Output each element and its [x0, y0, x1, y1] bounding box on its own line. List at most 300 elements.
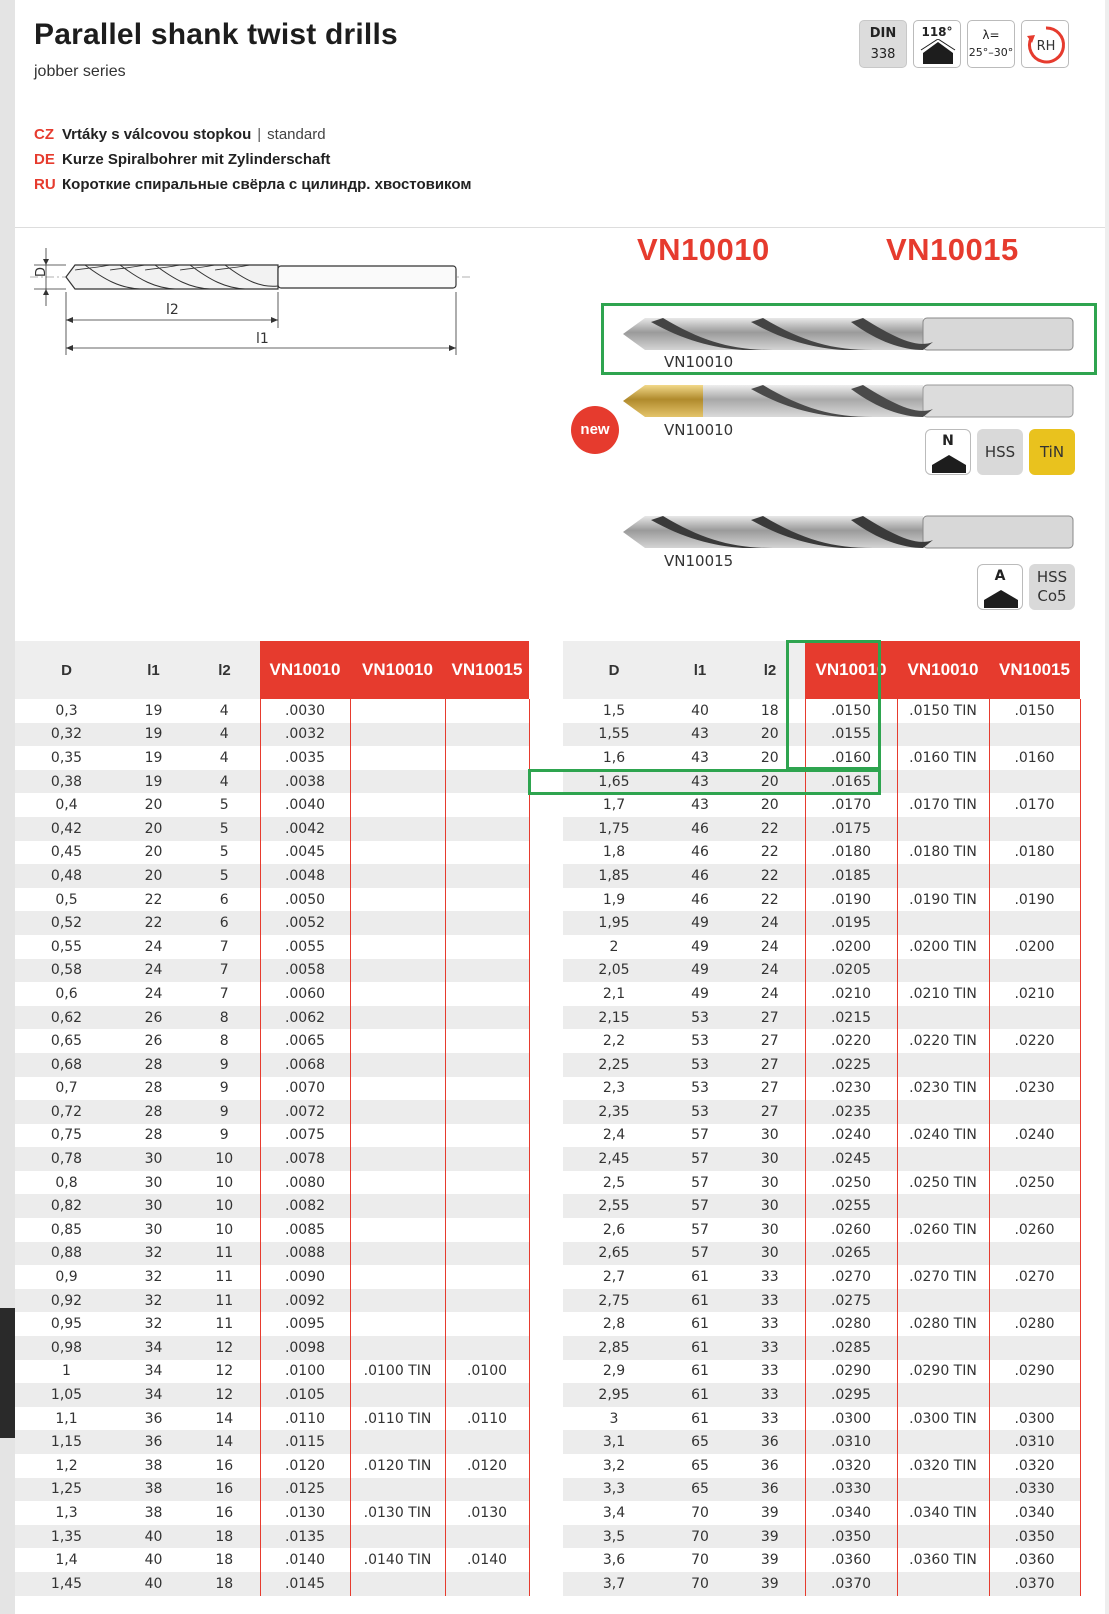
- table-cell: 1,1: [55, 1410, 78, 1427]
- table-cell: .0290: [805, 1360, 897, 1384]
- lang-text: Короткие спиральные свёрла с цилиндр. хвостовиком: [62, 176, 472, 193]
- table-cell: .0350: [805, 1525, 897, 1549]
- highlight-box: [528, 769, 881, 795]
- table-cell: 2,9: [602, 1363, 626, 1380]
- table-cell: 40: [691, 702, 709, 719]
- table-row: [563, 1360, 1080, 1384]
- table-cell: 49: [691, 985, 709, 1002]
- table-cell: 53: [691, 1033, 709, 1050]
- table-row: [563, 1006, 1080, 1030]
- table-cell: 3,4: [602, 1504, 626, 1521]
- table-cell: 33: [760, 1363, 779, 1380]
- table-row: [15, 1053, 529, 1077]
- table-cell: 19: [118, 723, 189, 747]
- table-cell: 39: [735, 1525, 805, 1549]
- table-cell: [445, 770, 529, 794]
- table-cell: 22: [735, 817, 805, 841]
- table-cell: 7: [189, 959, 260, 983]
- table-cell: .0285: [805, 1336, 897, 1360]
- table-cell: 20: [118, 864, 189, 888]
- table-cell: .0090: [260, 1265, 350, 1289]
- table-cell: .0062: [260, 1006, 350, 1030]
- table-cell: 57: [691, 1221, 709, 1238]
- table-cell: 33: [735, 1383, 805, 1407]
- table-cell: 3,2: [602, 1457, 626, 1474]
- table-row: [563, 1525, 1080, 1549]
- table-cell: 40: [118, 1572, 189, 1596]
- table-row: [15, 1312, 529, 1336]
- table-cell: 34: [118, 1336, 189, 1360]
- table-cell: 43: [691, 749, 709, 766]
- table-row: [563, 864, 1080, 888]
- table-cell: .0360: [805, 1548, 897, 1572]
- table-cell: 14: [189, 1430, 260, 1454]
- table-cell: 7: [219, 985, 229, 1002]
- material-line: Co5: [1037, 587, 1067, 605]
- table-cell: 24: [144, 985, 163, 1002]
- new-badge: new: [571, 406, 619, 454]
- table-cell: .0170 TIN: [897, 793, 989, 817]
- table-row: [15, 888, 529, 912]
- table-cell: 0,42: [15, 817, 118, 841]
- col-header-d: D: [563, 641, 665, 699]
- table-row: [563, 982, 1080, 1006]
- table-cell: .0240: [805, 1124, 897, 1148]
- table-cell: 1,8: [602, 844, 626, 861]
- table-cell: 30: [118, 1194, 189, 1218]
- table-cell: 1,95: [563, 911, 665, 935]
- table-cell: 0,5: [55, 891, 78, 908]
- table-cell: 33: [760, 1410, 779, 1427]
- col-header-d: D: [15, 641, 118, 699]
- table-row: [15, 1006, 529, 1030]
- table-cell: .0065: [260, 1029, 350, 1053]
- table-cell: .0055: [260, 935, 350, 959]
- table-cell: 46: [665, 864, 735, 888]
- table-cell: .0270: [989, 1265, 1080, 1289]
- table-cell: 1,5: [602, 702, 626, 719]
- table-cell: [989, 1194, 1080, 1218]
- table-body: [563, 699, 1080, 1596]
- table-row: [15, 1383, 529, 1407]
- table-row: [563, 1572, 1080, 1596]
- col-header-vn10015: VN10015: [445, 641, 529, 699]
- table-cell: .0275: [805, 1289, 897, 1313]
- table-cell: .0085: [260, 1218, 350, 1242]
- table-row: [15, 1147, 529, 1171]
- table-cell: [445, 817, 529, 841]
- table-cell: 11: [215, 1316, 234, 1333]
- table-row: [563, 841, 1080, 865]
- table-cell: 24: [760, 985, 779, 1002]
- table-cell: .0280: [805, 1312, 897, 1336]
- table-cell: 0,68: [15, 1053, 118, 1077]
- table-cell: 6: [219, 891, 229, 908]
- table-cell: 0,52: [15, 911, 118, 935]
- table-cell: [445, 1053, 529, 1077]
- table-cell: [989, 1242, 1080, 1266]
- table-row: [15, 935, 529, 959]
- lang-code: DE: [34, 151, 55, 168]
- table-cell: 30: [735, 1194, 805, 1218]
- table-row: [563, 1501, 1080, 1525]
- table-cell: 2,35: [563, 1100, 665, 1124]
- table-cell: [897, 770, 989, 794]
- table-cell: 1,9: [602, 891, 626, 908]
- table-row: [15, 1501, 529, 1525]
- table-row: [15, 1242, 529, 1266]
- table-cell: [989, 770, 1080, 794]
- table-cell: 0,35: [50, 749, 83, 766]
- rotation-badge: [1021, 20, 1069, 68]
- rotation-label: RH: [1036, 39, 1056, 54]
- table-cell: 61: [691, 1410, 709, 1427]
- table-cell: 65: [665, 1430, 735, 1454]
- drill-point-icon: [982, 588, 1020, 608]
- table-cell: [350, 1053, 445, 1077]
- drill-label: VN10015: [664, 552, 734, 570]
- table-cell: 0,75: [50, 1127, 83, 1144]
- table-cell: 2,1: [602, 985, 626, 1002]
- table-row: [563, 1171, 1080, 1195]
- table-row: [15, 1572, 529, 1596]
- table-cell: .0200: [989, 935, 1080, 959]
- table-cell: .0230: [989, 1077, 1080, 1101]
- table-cell: .0215: [805, 1006, 897, 1030]
- material-group-n: [925, 429, 971, 475]
- table-cell: 30: [760, 1174, 779, 1191]
- table-cell: .0170: [805, 793, 897, 817]
- table-row: [15, 959, 529, 983]
- table-row: [15, 1077, 529, 1101]
- table-cell: 1,4: [55, 1552, 78, 1569]
- table-cell: .0230 TIN: [897, 1077, 989, 1101]
- table-cell: 1,2: [55, 1457, 78, 1474]
- flute-length-label: l2: [166, 302, 179, 318]
- table-cell: 33: [735, 1336, 805, 1360]
- table-cell: .0310: [805, 1430, 897, 1454]
- table-cell: 38: [144, 1504, 163, 1521]
- table-cell: 0,7: [55, 1080, 78, 1097]
- table-cell: 40: [118, 1525, 189, 1549]
- table-cell: [989, 723, 1080, 747]
- table-cell: [350, 723, 445, 747]
- table-cell: 19: [118, 770, 189, 794]
- table-cell: [897, 1525, 989, 1549]
- table-cell: 12: [189, 1383, 260, 1407]
- table-cell: [445, 841, 529, 865]
- table-cell: 57: [665, 1147, 735, 1171]
- table-cell: .0075: [260, 1124, 350, 1148]
- product-code-heading: VN10010: [637, 232, 770, 267]
- table-row: [563, 935, 1080, 959]
- table-cell: 3,6: [602, 1552, 626, 1569]
- table-cell: 20: [760, 797, 779, 814]
- table-cell: .0340: [989, 1501, 1080, 1525]
- table-cell: [445, 746, 529, 770]
- table-row: [563, 1383, 1080, 1407]
- table-cell: 30: [118, 1147, 189, 1171]
- drill-image-hssco: [623, 510, 1078, 554]
- table-cell: .0078: [260, 1147, 350, 1171]
- table-cell: .0068: [260, 1053, 350, 1077]
- table-row: [15, 1336, 529, 1360]
- table-cell: .0210 TIN: [897, 982, 989, 1006]
- table-cell: .0190: [989, 888, 1080, 912]
- table-cell: [350, 864, 445, 888]
- spec-table-left: [15, 641, 530, 1596]
- table-cell: 39: [760, 1504, 779, 1521]
- table-cell: 36: [735, 1430, 805, 1454]
- table-cell: 36: [144, 1410, 163, 1427]
- table-cell: 49: [665, 959, 735, 983]
- table-cell: .0150: [805, 699, 897, 723]
- table-cell: 32: [118, 1289, 189, 1313]
- table-cell: 46: [691, 891, 709, 908]
- table-cell: .0120 TIN: [350, 1454, 445, 1478]
- table-row: [563, 1336, 1080, 1360]
- table-cell: 33: [760, 1269, 779, 1286]
- table-cell: [350, 1312, 445, 1336]
- table-cell: .0110: [260, 1407, 350, 1431]
- table-cell: 61: [665, 1383, 735, 1407]
- table-cell: 28: [118, 1053, 189, 1077]
- table-cell: .0098: [260, 1336, 350, 1360]
- table-row: [563, 959, 1080, 983]
- table-cell: .0035: [260, 746, 350, 770]
- right-hand-rotation-icon: [1025, 24, 1067, 66]
- table-cell: [897, 1430, 989, 1454]
- table-cell: .0300 TIN: [897, 1407, 989, 1431]
- table-cell: .0295: [805, 1383, 897, 1407]
- table-cell: 5: [189, 817, 260, 841]
- material-line: HSS: [1036, 568, 1068, 586]
- table-cell: [350, 1478, 445, 1502]
- table-cell: .0095: [260, 1312, 350, 1336]
- table-cell: [350, 1006, 445, 1030]
- table-cell: 22: [144, 891, 163, 908]
- table-cell: .0190 TIN: [897, 888, 989, 912]
- table-cell: [445, 1100, 529, 1124]
- table-cell: [989, 864, 1080, 888]
- table-cell: 2,8: [602, 1316, 626, 1333]
- table-cell: 1: [62, 1363, 71, 1380]
- table-cell: 26: [144, 1033, 163, 1050]
- table-cell: 3,1: [563, 1430, 665, 1454]
- lang-extra: standard: [267, 126, 326, 143]
- table-cell: 20: [144, 844, 163, 861]
- table-cell: 2,5: [602, 1174, 626, 1191]
- table-cell: [350, 1218, 445, 1242]
- table-cell: 22: [760, 891, 779, 908]
- table-row: [563, 1242, 1080, 1266]
- table-cell: [989, 817, 1080, 841]
- table-cell: .0072: [260, 1100, 350, 1124]
- table-cell: .0120: [260, 1454, 350, 1478]
- table-cell: 9: [189, 1053, 260, 1077]
- table-cell: 0,72: [15, 1100, 118, 1124]
- table-cell: 61: [691, 1363, 709, 1380]
- table-cell: [350, 1289, 445, 1313]
- table-cell: 34: [118, 1383, 189, 1407]
- table-row: [563, 1100, 1080, 1124]
- table-cell: [350, 817, 445, 841]
- table-cell: .0270 TIN: [897, 1265, 989, 1289]
- chapter-marker: [0, 1308, 15, 1438]
- table-cell: 27: [735, 1006, 805, 1030]
- table-cell: .0320: [805, 1454, 897, 1478]
- table-cell: 22: [735, 864, 805, 888]
- table-row: [563, 888, 1080, 912]
- table-cell: 27: [735, 1053, 805, 1077]
- table-cell: 20: [760, 749, 779, 766]
- page-title: Parallel shank twist drills: [34, 18, 398, 51]
- table-cell: .0260 TIN: [897, 1218, 989, 1242]
- table-cell: 5: [219, 844, 229, 861]
- table-row: [563, 1218, 1080, 1242]
- table-cell: .0175: [805, 817, 897, 841]
- table-cell: 0,38: [15, 770, 118, 794]
- table-row: [15, 841, 529, 865]
- table-cell: .0180 TIN: [897, 841, 989, 865]
- table-cell: 0,98: [15, 1336, 118, 1360]
- table-cell: .0185: [805, 864, 897, 888]
- table-cell: 1,75: [563, 817, 665, 841]
- table-cell: 11: [189, 1289, 260, 1313]
- table-cell: .0225: [805, 1053, 897, 1077]
- table-cell: 43: [665, 723, 735, 747]
- material-hss-co5: [1029, 564, 1075, 610]
- table-cell: .0040: [260, 793, 350, 817]
- table-cell: 0,4: [55, 797, 78, 814]
- table-cell: .0360: [989, 1548, 1080, 1572]
- table-cell: .0340: [805, 1501, 897, 1525]
- table-cell: [445, 1289, 529, 1313]
- table-cell: [350, 1572, 445, 1596]
- table-cell: [989, 1053, 1080, 1077]
- table-row: [563, 1478, 1080, 1502]
- table-cell: 28: [144, 1127, 163, 1144]
- table-cell: [445, 1029, 529, 1053]
- right-margin-bar: [1105, 0, 1109, 1614]
- table-cell: 16: [189, 1478, 260, 1502]
- table-cell: 2,95: [563, 1383, 665, 1407]
- table-cell: 53: [665, 1053, 735, 1077]
- table-cell: .0255: [805, 1194, 897, 1218]
- table-cell: [897, 1242, 989, 1266]
- table-cell: 0,65: [50, 1033, 83, 1050]
- table-cell: .0160: [989, 746, 1080, 770]
- table-row: [15, 1407, 529, 1431]
- table-cell: 0,95: [50, 1316, 83, 1333]
- table-cell: 0,82: [15, 1194, 118, 1218]
- lang-text: Kurze Spiralbohrer mit Zylinderschaft: [62, 151, 331, 168]
- table-cell: .0205: [805, 959, 897, 983]
- table-cell: 61: [691, 1316, 709, 1333]
- material-group-a: [977, 564, 1023, 610]
- col-header-l1: l1: [118, 641, 189, 699]
- table-cell: 0,45: [50, 844, 83, 861]
- table-cell: 1,3: [55, 1504, 78, 1521]
- table-cell: .0180: [989, 841, 1080, 865]
- table-row: [563, 1029, 1080, 1053]
- table-row: [15, 1218, 529, 1242]
- table-cell: 39: [760, 1552, 779, 1569]
- table-cell: .0300: [989, 1407, 1080, 1431]
- table-cell: 22: [760, 844, 779, 861]
- table-cell: 65: [691, 1457, 709, 1474]
- table-row: [15, 911, 529, 935]
- table-cell: 2,6: [602, 1221, 626, 1238]
- table-cell: 43: [691, 797, 709, 814]
- table-cell: .0280 TIN: [897, 1312, 989, 1336]
- table-cell: .0058: [260, 959, 350, 983]
- table-cell: [350, 746, 445, 770]
- table-row: [563, 1454, 1080, 1478]
- col-header-l2: l2: [189, 641, 260, 699]
- table-cell: .0140: [260, 1548, 350, 1572]
- table-cell: .0130: [445, 1501, 529, 1525]
- table-cell: 11: [189, 1242, 260, 1266]
- table-cell: [897, 817, 989, 841]
- table-row: [563, 1124, 1080, 1148]
- table-cell: [445, 1336, 529, 1360]
- table-row: [15, 1171, 529, 1195]
- table-cell: 40: [144, 1552, 163, 1569]
- table-cell: 27: [760, 1033, 779, 1050]
- table-cell: 10: [215, 1174, 234, 1191]
- table-cell: 1,55: [563, 723, 665, 747]
- table-cell: [445, 1572, 529, 1596]
- table-cell: [350, 1194, 445, 1218]
- table-cell: .0330: [989, 1478, 1080, 1502]
- table-cell: 30: [735, 1147, 805, 1171]
- table-cell: 53: [665, 1100, 735, 1124]
- table-cell: [350, 793, 445, 817]
- table-cell: [350, 1430, 445, 1454]
- table-cell: 38: [144, 1457, 163, 1474]
- table-cell: 57: [691, 1174, 709, 1191]
- table-row: [15, 1194, 529, 1218]
- table-cell: .0250: [989, 1171, 1080, 1195]
- table-cell: .0045: [260, 841, 350, 865]
- table-row: [563, 1407, 1080, 1431]
- table-row: [15, 1100, 529, 1124]
- table-cell: [989, 1006, 1080, 1030]
- drill-image-tin: [623, 379, 1078, 423]
- table-cell: .0260: [989, 1218, 1080, 1242]
- table-cell: 16: [215, 1504, 234, 1521]
- table-cell: 70: [691, 1552, 709, 1569]
- table-cell: [897, 864, 989, 888]
- table-cell: 0,8: [55, 1174, 78, 1191]
- table-cell: .0165: [805, 770, 897, 794]
- table-cell: .0195: [805, 911, 897, 935]
- table-cell: 2,25: [563, 1053, 665, 1077]
- table-cell: 0,3: [55, 702, 78, 719]
- material-group-letter: A: [994, 568, 1006, 584]
- table-cell: 16: [215, 1457, 234, 1474]
- table-row: [15, 1029, 529, 1053]
- table-cell: .0110: [445, 1407, 529, 1431]
- table-cell: 28: [118, 1100, 189, 1124]
- table-cell: 65: [665, 1478, 735, 1502]
- table-cell: .0290: [989, 1360, 1080, 1384]
- table-cell: 1,7: [602, 797, 626, 814]
- table-cell: .0370: [989, 1572, 1080, 1596]
- table-cell: .0350: [989, 1525, 1080, 1549]
- table-cell: .0100: [260, 1360, 350, 1384]
